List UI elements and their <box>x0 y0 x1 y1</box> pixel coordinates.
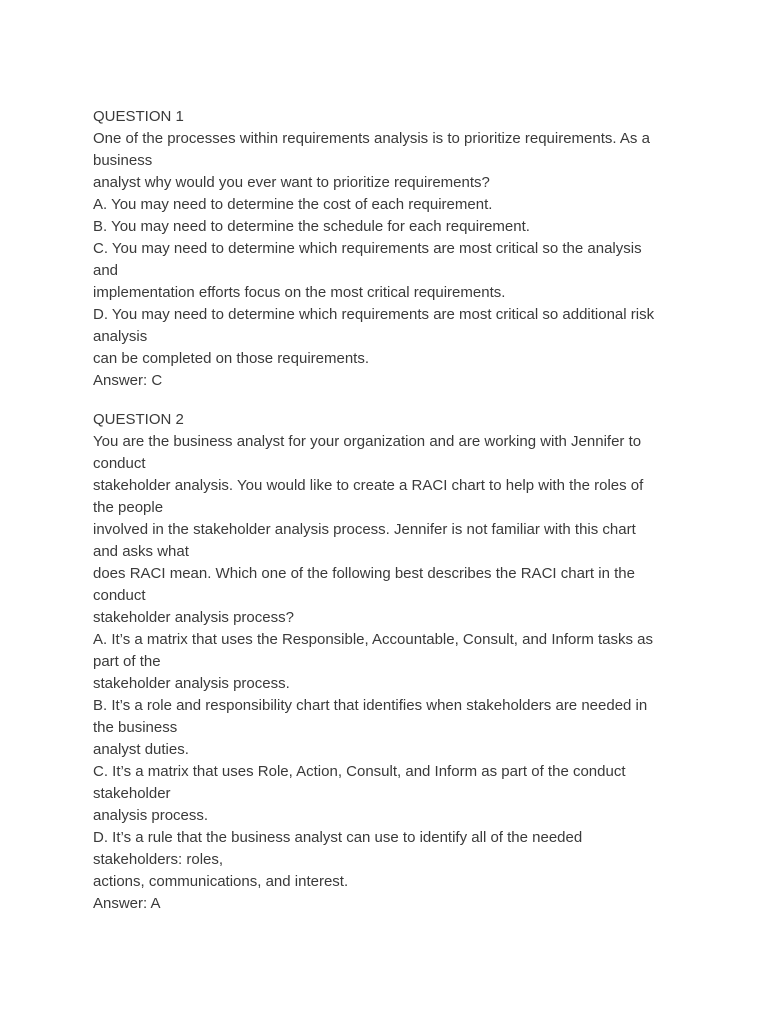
question-1-block <box>93 106 693 392</box>
option-line: part of the <box>93 653 161 670</box>
question-text-line: conduct <box>93 587 146 604</box>
option-line: A. You may need to determine the cost of each requirement. <box>93 196 493 213</box>
question-text-line: You are the business analyst for your organization and are working with Jennifer to <box>93 433 642 450</box>
option-line: analysis process. <box>93 807 209 824</box>
answer-line: Answer: C <box>93 372 163 389</box>
option-line: C. You may need to determine which requirements are most critical so the analysis <box>93 240 642 257</box>
question-text-line: conduct <box>93 455 146 472</box>
option-line: implementation efforts focus on the most critical requirements. <box>93 284 506 301</box>
question-text-line: business <box>93 152 153 169</box>
option-line: analysis <box>93 328 148 345</box>
option-line: B. It’s a role and responsibility chart that identifies when stakeholders are needed in <box>93 697 648 714</box>
option-line: the business <box>93 719 178 736</box>
question-2-block <box>93 409 693 915</box>
option-line: C. It’s a matrix that uses Role, Action, Consult, and Inform as part of the conduct <box>93 763 626 780</box>
option-line: stakeholders: roles, <box>93 851 224 868</box>
question-heading: QUESTION 2 <box>93 411 184 428</box>
option-line: B. You may need to determine the schedule for each requirement. <box>93 218 530 235</box>
option-line: analyst duties. <box>93 741 189 758</box>
answer-line: Answer: A <box>93 895 161 912</box>
option-line: D. You may need to determine which requirements are most critical so additional risk <box>93 306 655 323</box>
option-line: and <box>93 262 119 279</box>
option-line: can be completed on those requirements. <box>93 350 369 367</box>
question-text-line: does RACI mean. Which one of the following best describes the RACI chart in the <box>93 565 635 582</box>
question-text-line: involved in the stakeholder analysis process. Jennifer is not familiar with this chart <box>93 521 636 538</box>
question-text-line: and asks what <box>93 543 189 560</box>
option-line: D. It’s a rule that the business analyst can use to identify all of the needed <box>93 829 583 846</box>
question-text-line: One of the processes within requirements analysis is to prioritize requirements. As a <box>93 130 650 147</box>
option-line: A. It’s a matrix that uses the Responsible, Accountable, Consult, and Inform tasks as <box>93 631 654 648</box>
question-heading: QUESTION 1 <box>93 108 184 125</box>
option-line: stakeholder analysis process. <box>93 675 290 692</box>
option-line: actions, communications, and interest. <box>93 873 349 890</box>
question-text-line: analyst why would you ever want to prioritize requirements? <box>93 174 490 191</box>
document-page <box>93 106 693 915</box>
question-text-line: the people <box>93 499 164 516</box>
option-line: stakeholder <box>93 785 171 802</box>
question-text-line: stakeholder analysis. You would like to create a RACI chart to help with the roles of <box>93 477 644 494</box>
question-text-line: stakeholder analysis process? <box>93 609 294 626</box>
